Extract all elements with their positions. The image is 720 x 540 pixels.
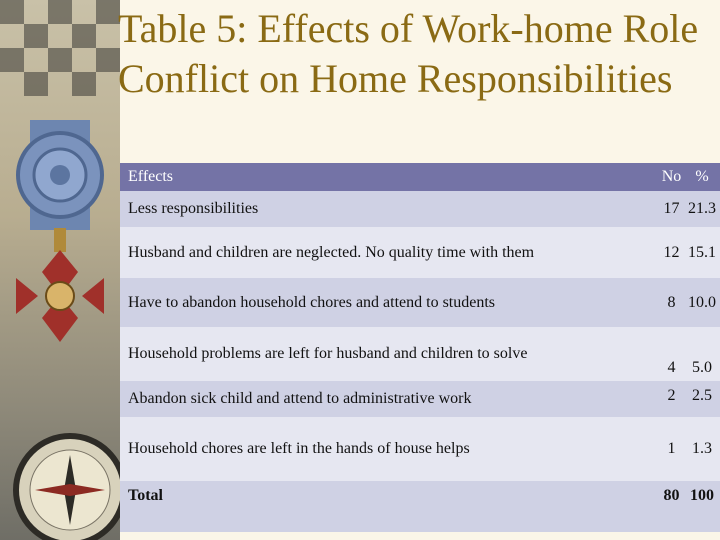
effect-cell: Household problems are left for husband and children to solve bbox=[120, 327, 659, 381]
table-total-row bbox=[120, 481, 720, 532]
effect-cell: Less responsibilities bbox=[120, 191, 659, 227]
ribbon-icon bbox=[18, 120, 102, 230]
count-cell: 1 bbox=[659, 417, 684, 481]
slide-title: Table 5: Effects of Work-home Role Conflict on Home Responsibilities bbox=[118, 6, 699, 101]
percent-cell: 10.0 bbox=[684, 278, 720, 327]
header-no: No bbox=[659, 163, 684, 191]
table-row bbox=[120, 191, 720, 227]
effect-cell: Husband and children are neglected. No quality time with them bbox=[120, 227, 659, 278]
header-effects: Effects bbox=[120, 163, 659, 191]
percent-cell: 2.5 bbox=[684, 381, 720, 417]
compass-icon bbox=[16, 436, 120, 540]
total-label-cell: Total bbox=[120, 481, 659, 532]
table-row bbox=[120, 327, 720, 381]
percent-cell: 5.0 bbox=[684, 327, 720, 381]
percent-cell: 15.1 bbox=[684, 227, 720, 278]
table-row bbox=[120, 278, 720, 327]
percent-cell: 1.3 bbox=[684, 417, 720, 481]
count-cell: 8 bbox=[659, 278, 684, 327]
medal-and-compass-illustration bbox=[0, 0, 120, 540]
table-row bbox=[120, 417, 720, 481]
total-count-cell: 80 bbox=[659, 481, 684, 532]
table-header-row bbox=[120, 163, 720, 191]
table-row bbox=[120, 381, 720, 417]
effect-cell: Household chores are left in the hands of house helps bbox=[120, 417, 659, 481]
count-cell: 2 bbox=[659, 381, 684, 417]
table-row bbox=[120, 227, 720, 278]
header-percent: % bbox=[684, 163, 720, 191]
percent-cell: 21.3 bbox=[684, 191, 720, 227]
decorative-sidebar bbox=[0, 0, 120, 540]
count-cell: 12 bbox=[659, 227, 684, 278]
count-cell: 17 bbox=[659, 191, 684, 227]
effect-cell: Abandon sick child and attend to administrative work bbox=[120, 381, 659, 417]
effects-table bbox=[120, 163, 720, 532]
effect-cell: Have to abandon household chores and attend to students bbox=[120, 278, 659, 327]
chessboard-pattern bbox=[0, 0, 120, 96]
medal-cross-icon bbox=[16, 228, 104, 342]
count-cell: 4 bbox=[659, 327, 684, 381]
total-percent-cell: 100 bbox=[684, 481, 720, 532]
